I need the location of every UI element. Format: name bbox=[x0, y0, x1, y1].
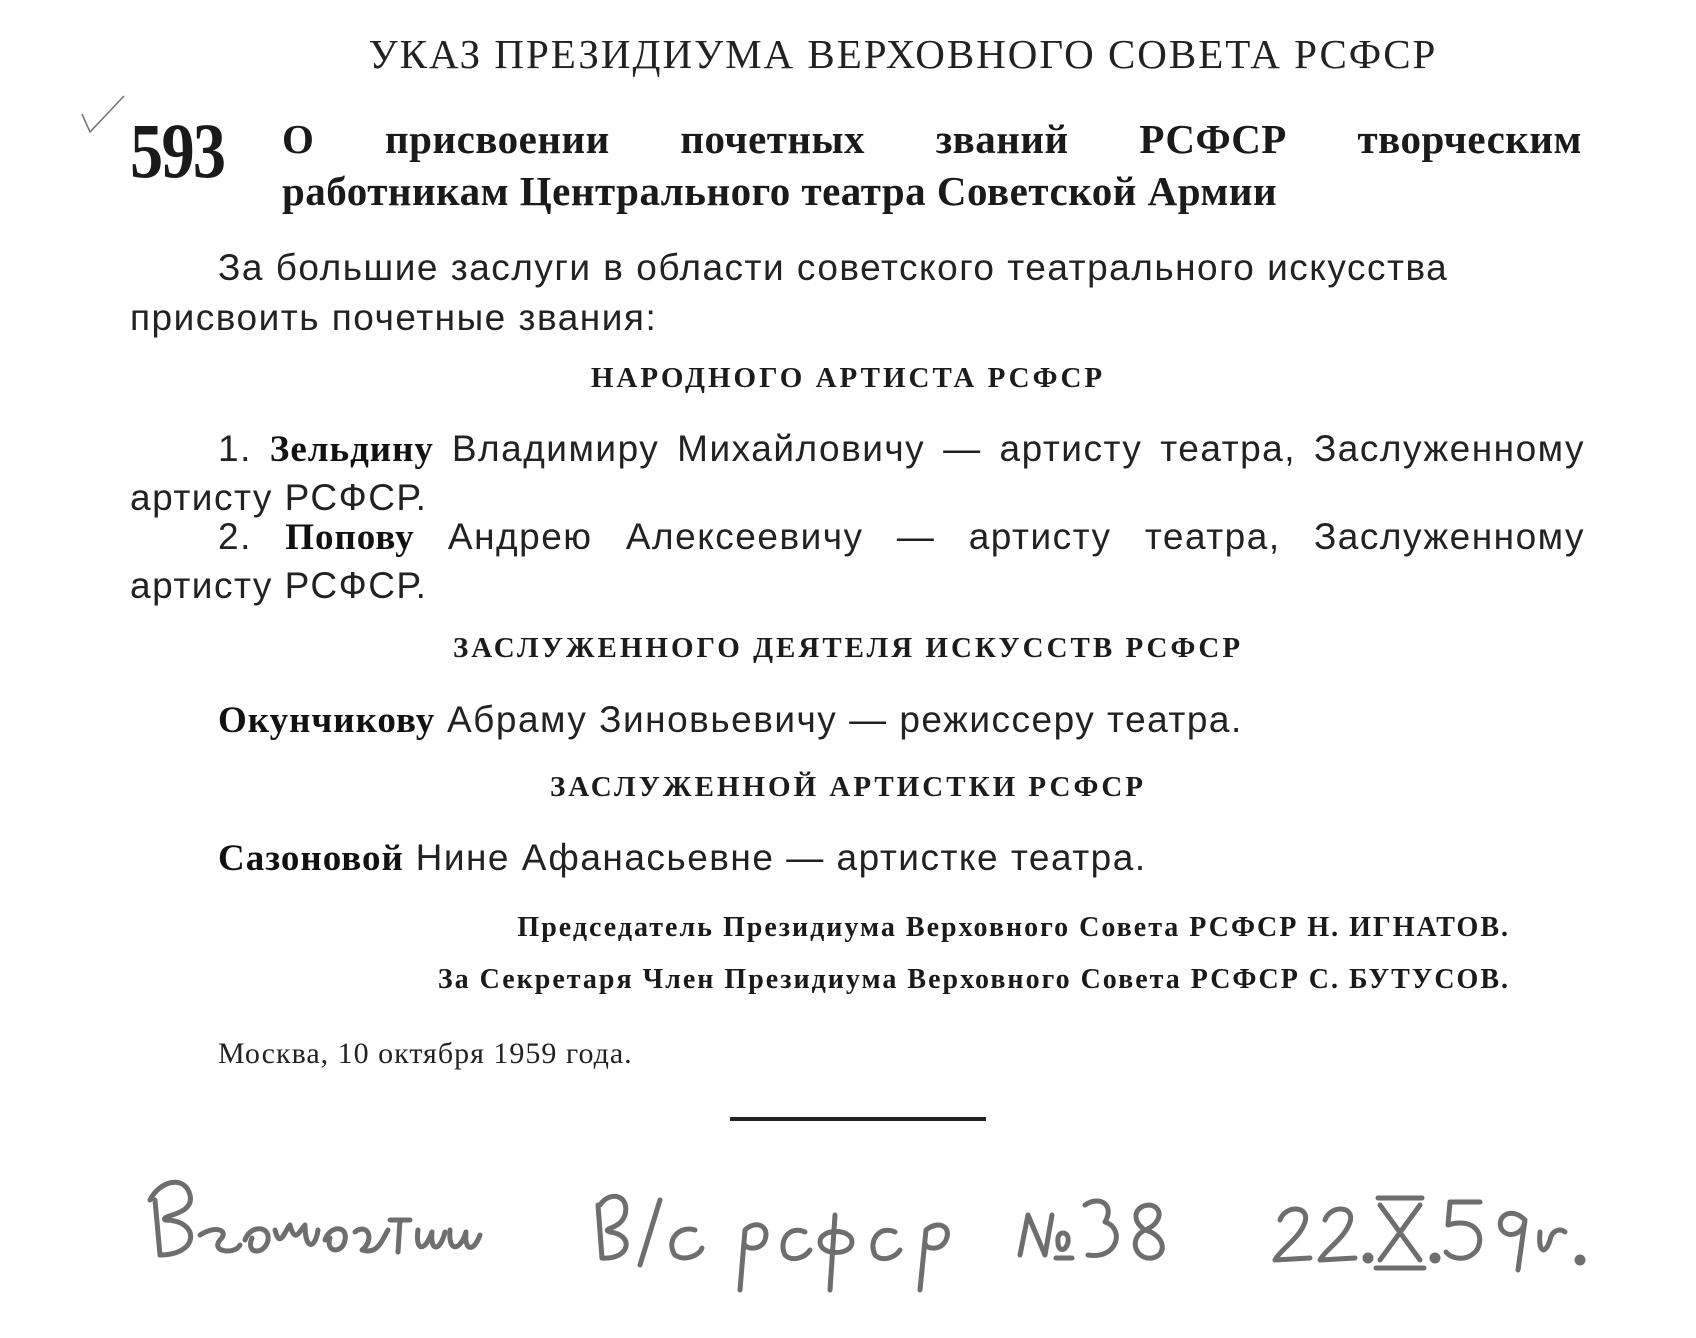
item-text: Владимиру Михайловичу — артисту театра, Заслуженному артисту РСФСР. bbox=[130, 428, 1586, 518]
item-surname: Попову bbox=[285, 517, 415, 558]
item-surname: Зельдину bbox=[269, 429, 434, 470]
item-text: Абраму Зиновьевичу — режиссеру театра. bbox=[435, 699, 1243, 740]
decree-number: 593 bbox=[130, 107, 225, 194]
item-number: 1. bbox=[218, 428, 270, 469]
section-heading-honored-figure: ЗАСЛУЖЕННОГО ДЕЯТЕЛЯ ИСКУССТВ РСФСР bbox=[452, 632, 1244, 664]
intro-text: За большие заслуги в области советского театрального искусства присвоить почетные звания: bbox=[130, 247, 1449, 338]
intro-paragraph bbox=[130, 243, 1585, 343]
list-item bbox=[130, 425, 1585, 522]
item-number: 2. bbox=[218, 516, 286, 557]
item-text: Андрею Алексеевичу — артисту театра, Заслуженному артисту РСФСР. bbox=[130, 516, 1585, 606]
handwritten-note bbox=[140, 1160, 1680, 1320]
decree-title bbox=[282, 113, 1582, 217]
place-date: Москва, 10 октября 1959 года. bbox=[218, 1037, 633, 1070]
title-line-1: О присвоении почетных званий РСФСР творческим bbox=[282, 116, 1582, 162]
signature-secretary: За Секретаря Член Президиума Верховного Совета РСФСР С. БУТУСОВ. bbox=[437, 964, 1510, 995]
section-heading-honored-actress: ЗАСЛУЖЕННОЙ АРТИСТКИ РСФСР bbox=[549, 771, 1147, 803]
list-item bbox=[130, 513, 1585, 610]
list-item bbox=[130, 696, 1585, 745]
divider bbox=[730, 1117, 986, 1121]
item-surname: Сазоновой bbox=[218, 838, 404, 879]
signature-chairman: Председатель Президиума Верховного Совета РСФСР Н. ИГНАТОВ. bbox=[517, 912, 1510, 943]
decree-header: УКАЗ ПРЕЗИДИУМА ВЕРХОВНОГО СОВЕТА РСФСР bbox=[368, 31, 1438, 77]
list-item bbox=[130, 834, 1585, 883]
item-text: Нине Афанасьевне — артистке театра. bbox=[403, 837, 1147, 878]
item-surname: Окунчикову bbox=[218, 700, 436, 741]
title-line-2: работникам Центрального театра Советской Армии bbox=[282, 168, 1278, 214]
checkmark-icon bbox=[78, 92, 128, 142]
section-heading-people-artist: НАРОДНОГО АРТИСТА РСФСР bbox=[590, 362, 1106, 394]
